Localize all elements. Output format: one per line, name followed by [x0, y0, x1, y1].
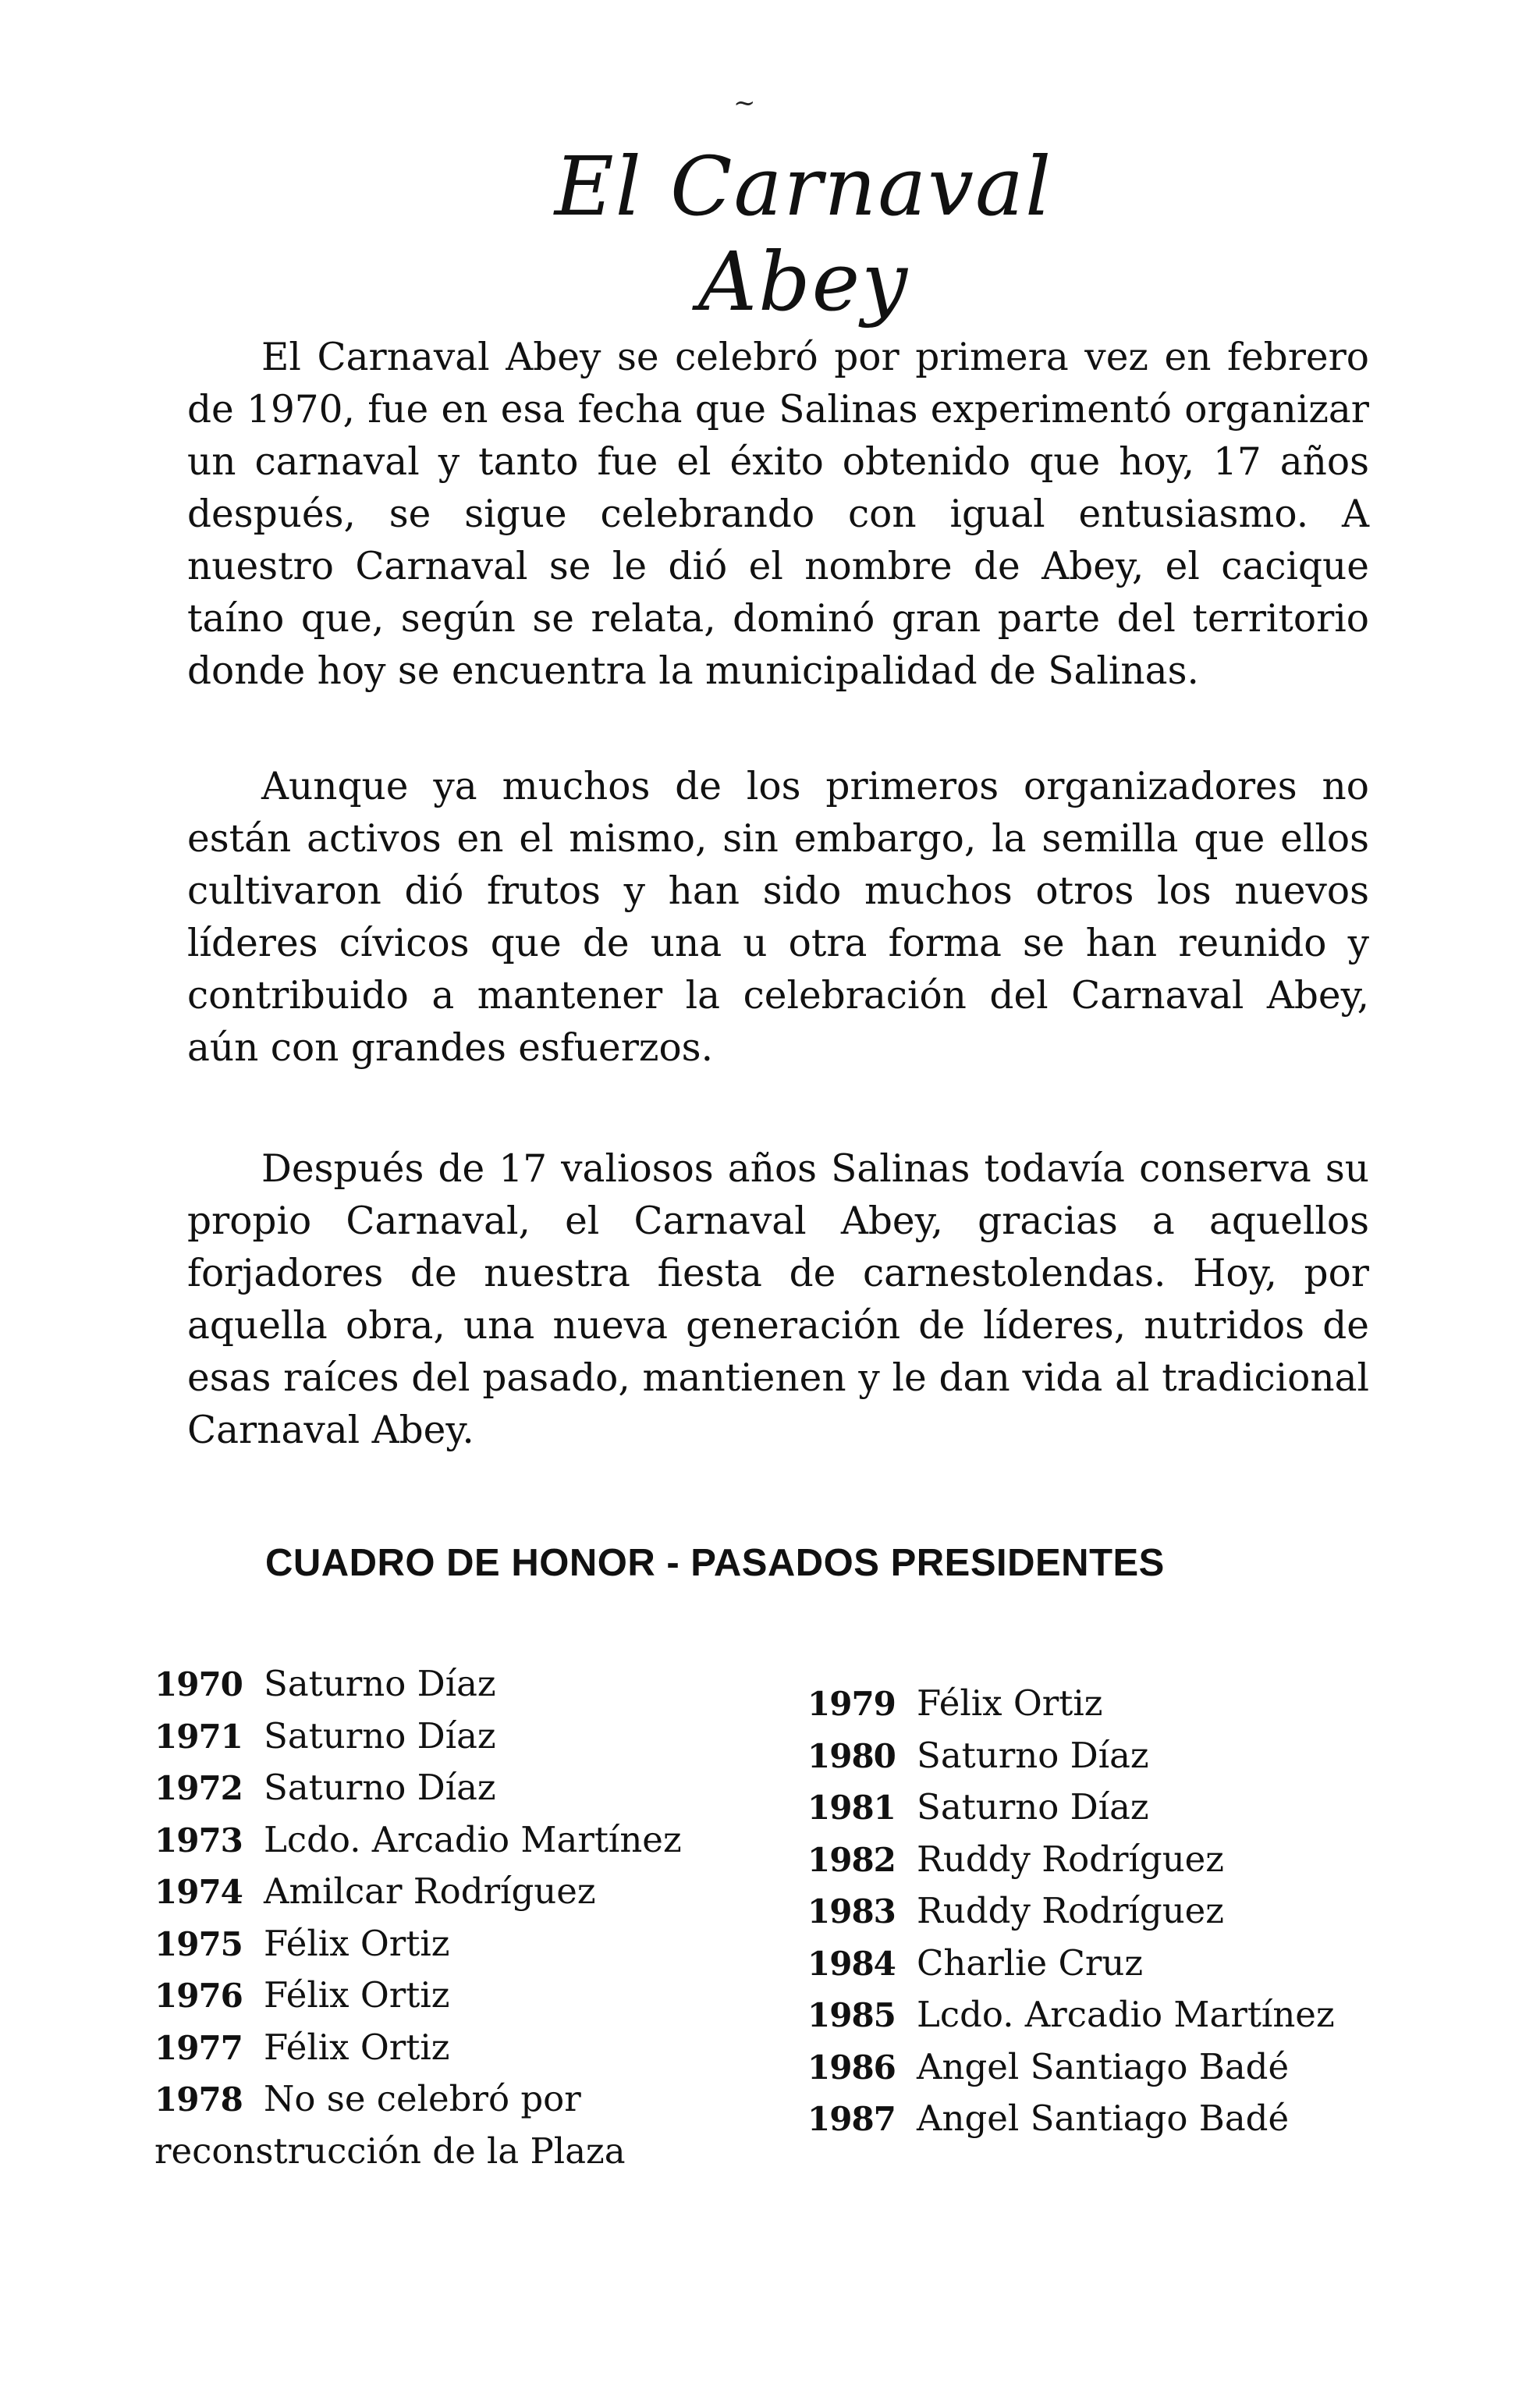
president-name: No se celebró por	[264, 2078, 581, 2119]
president-row	[807, 1678, 1400, 1730]
president-year: 1976	[154, 1977, 243, 2015]
president-name: Ruddy Rodríguez	[917, 1890, 1225, 1931]
president-year: 1984	[807, 1944, 896, 1983]
president-year: 1973	[154, 1821, 243, 1860]
president-row	[807, 2093, 1400, 2145]
presidents-list-right	[807, 1678, 1400, 2145]
president-row	[154, 1710, 747, 1763]
president-row	[154, 1970, 747, 2022]
president-row	[807, 1938, 1400, 1990]
president-year: 1985	[807, 1996, 896, 2034]
president-row	[154, 1762, 747, 1814]
president-year: 1975	[154, 1924, 243, 1963]
president-year: 1974	[154, 1873, 243, 1911]
president-year: 1987	[807, 2100, 896, 2138]
president-row	[807, 1730, 1400, 1782]
president-year: 1970	[154, 1665, 243, 1703]
president-name: Saturno Díaz	[917, 1786, 1149, 1828]
president-year: 1986	[807, 2048, 896, 2087]
president-name: Lcdo. Arcadio Martínez	[917, 1994, 1335, 2035]
president-name: Angel Santiago Badé	[917, 2098, 1290, 2139]
paragraph-organizers: Aunque ya muchos de los primeros organizadores no están activos en el mismo, sin embargo, la semilla que ellos cultivaron dió frutos y han sido muchos otros los nuevos líderes cívicos que de una u otra forma se han reunido y contribuido a mantener la celebración del Carnaval Abey, aún con grandes esfuerzos.	[187, 765, 1369, 1070]
president-name: Lcdo. Arcadio Martínez	[264, 1818, 682, 1860]
president-row	[807, 2041, 1400, 2094]
president-name: Saturno Díaz	[917, 1734, 1149, 1776]
president-name: Amilcar Rodríguez	[264, 1870, 596, 1912]
president-name: Félix Ortiz	[264, 2026, 450, 2068]
president-name: Félix Ortiz	[264, 1922, 450, 1964]
president-name: Angel Santiago Badé	[917, 2045, 1290, 2087]
president-row	[154, 1866, 747, 1918]
president-row-note: reconstrucción de la Plaza	[154, 2130, 626, 2172]
presidents-list-left	[154, 1658, 747, 2177]
president-name: Félix Ortiz	[917, 1682, 1103, 1724]
president-row	[807, 1834, 1400, 1886]
president-row	[154, 2073, 747, 2126]
president-year: 1982	[807, 1840, 896, 1879]
paragraph-legacy: Después de 17 valiosos años Salinas todavía conserva su propio Carnaval, el Carnaval Abey, gracias a aquellos forjadores de nuestra fiesta de carnestolendas. Hoy, por aquella obra, una nueva generación de líderes, nutridos de esas raíces del pasado, mantienen y le dan vida al tradicional Carnaval Abey.	[187, 1147, 1369, 1452]
president-row	[807, 1782, 1400, 1834]
president-name: Ruddy Rodríguez	[917, 1838, 1225, 1880]
president-year: 1978	[154, 2080, 243, 2119]
president-row	[154, 1814, 747, 1867]
president-year: 1971	[154, 1717, 243, 1756]
paragraph-intro: El Carnaval Abey se celebró por primera vez en febrero de 1970, fue en esa fecha que Salinas experimentó organizar un carnaval y tanto fue el éxito obtenido que hoy, 17 años después, se sigue celebrando con igual entusiasmo. A nuestro Carnaval se le dió el nombre de Abey, el cacique taíno que, según se relata, dominó gran parte del territorio donde hoy se encuentra la municipalidad de Salinas.	[187, 336, 1369, 693]
president-year: 1972	[154, 1769, 243, 1807]
president-name: Saturno Díaz	[264, 1767, 496, 1808]
president-year: 1977	[154, 2028, 243, 2067]
president-name: Saturno Díaz	[264, 1714, 496, 1757]
president-name: Félix Ortiz	[264, 1974, 450, 2016]
president-year: 1980	[807, 1736, 896, 1775]
president-year: 1983	[807, 1892, 896, 1931]
honor-roll-heading: CUADRO DE HONOR - PASADOS PRESIDENTES	[265, 1542, 1165, 1584]
president-row	[154, 1658, 747, 1710]
president-name: Charlie Cruz	[917, 1941, 1144, 1984]
president-row	[807, 1989, 1400, 2041]
president-year: 1979	[807, 1685, 896, 1723]
decorative-flourish: ~	[733, 87, 756, 119]
president-year: 1981	[807, 1789, 896, 1827]
president-row	[154, 1918, 747, 1970]
page-title: El Carnaval Abey	[554, 139, 1053, 329]
president-row	[807, 1885, 1400, 1938]
president-name: Saturno Díaz	[264, 1663, 496, 1704]
president-row	[154, 2022, 747, 2074]
